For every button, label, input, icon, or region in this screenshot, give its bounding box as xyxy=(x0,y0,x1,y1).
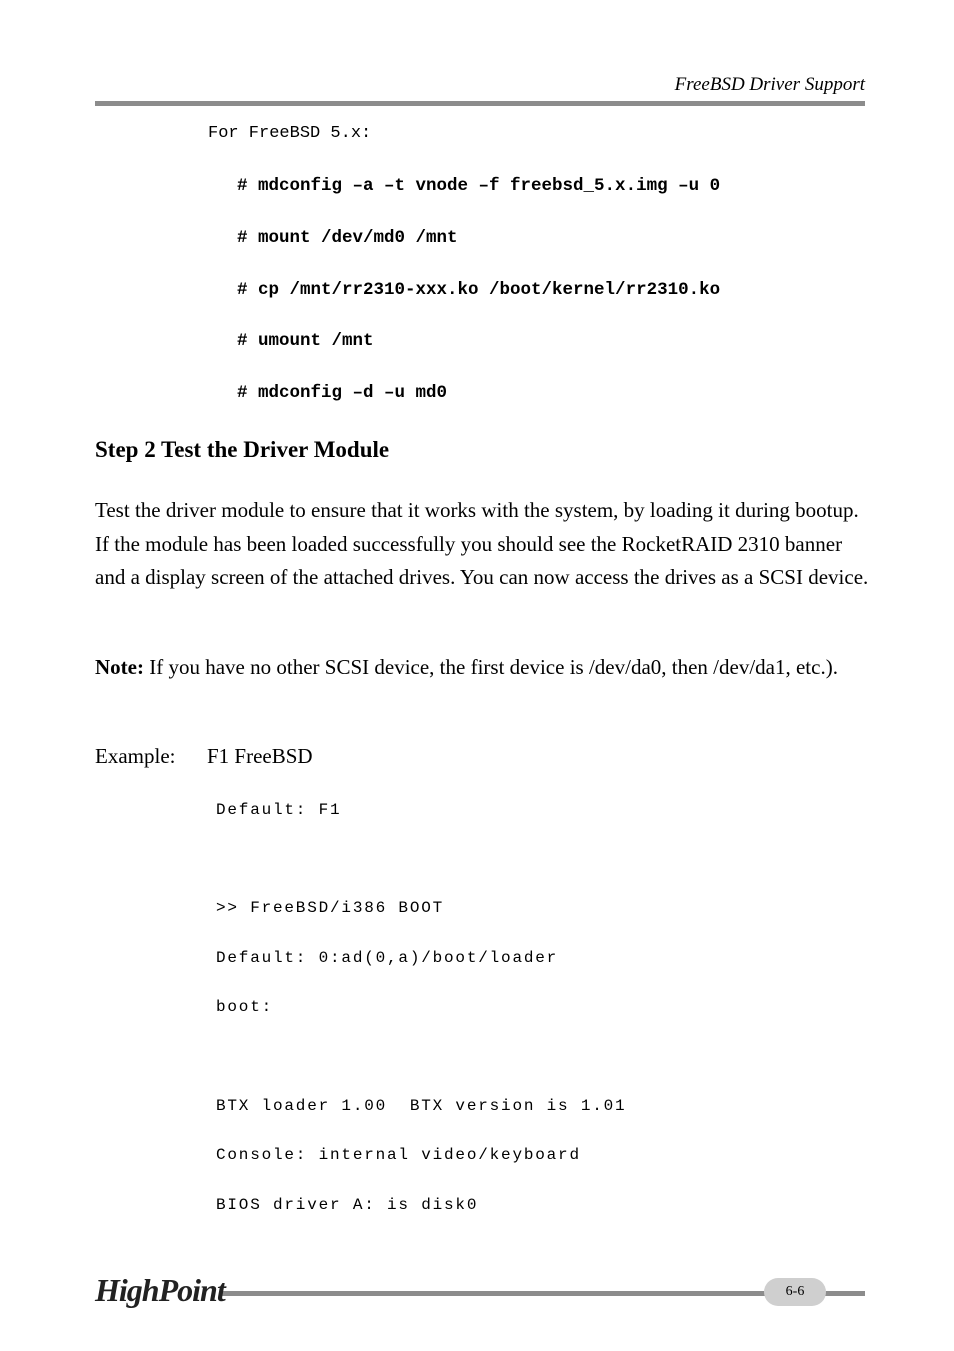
example-label: Example: xyxy=(95,744,176,768)
boot-output-line: Default: F1 xyxy=(216,801,342,819)
command-line: # mdconfig –d –u md0 xyxy=(237,383,448,403)
boot-output-line: >> FreeBSD/i386 BOOT xyxy=(216,899,445,917)
example-value: F1 FreeBSD xyxy=(207,744,313,768)
boot-output-line: Console: internal video/keyboard xyxy=(216,1146,581,1164)
command-line: # mdconfig –a –t vnode –f freebsd_5.x.img –u 0 xyxy=(237,176,721,196)
command-line: # umount /mnt xyxy=(237,331,374,351)
note-paragraph xyxy=(95,650,865,684)
body-paragraph: Test the driver module to ensure that it works with the system, by loading it during bootup. If the module has been loaded successfully you should see the RocketRAID 2310 banner and a display screen of the attached drives. You can now access the drives as a SCSI device. xyxy=(95,498,869,590)
boot-output-line: BIOS driver A: is disk0 xyxy=(216,1196,479,1214)
note-text: If you have no other SCSI device, the first device is /dev/da0, then /dev/da1, etc.). xyxy=(143,655,838,679)
boot-output-line: boot: xyxy=(216,998,274,1016)
command-line: # mount /dev/md0 /mnt xyxy=(237,228,458,248)
boot-output-line: BTX loader 1.00 BTX version is 1.01 xyxy=(216,1097,627,1115)
command-line: # cp /mnt/rr2310-xxx.ko /boot/kernel/rr2310.ko xyxy=(237,280,721,300)
boot-output-line: Default: 0:ad(0,a)/boot/loader xyxy=(216,949,559,967)
page-number-badge xyxy=(764,1278,826,1306)
page-number: 6-6 xyxy=(785,1284,805,1299)
section-heading: Step 2 Test the Driver Module xyxy=(95,437,390,462)
header-divider xyxy=(95,101,865,106)
highpoint-logo: HighPoint xyxy=(95,1272,225,1308)
running-header: FreeBSD Driver Support xyxy=(674,74,865,95)
freebsd5-label: For FreeBSD 5.x: xyxy=(208,124,372,143)
note-label: Note: xyxy=(95,655,144,679)
